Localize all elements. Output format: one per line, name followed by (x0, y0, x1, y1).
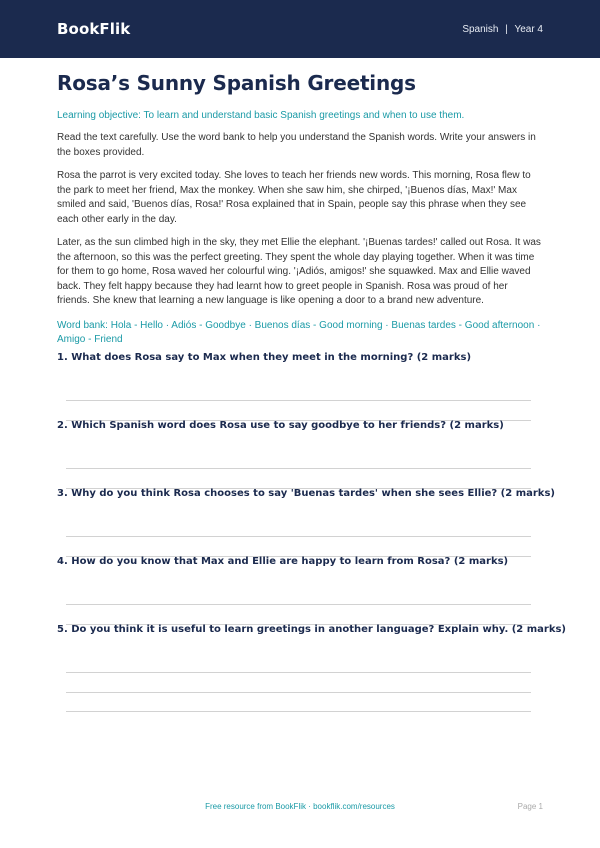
year-label: Year 4 (514, 23, 543, 35)
answer-line-q5-1[interactable] (66, 672, 531, 673)
learning-objective: Learning objective: To learn and understand basic Spanish greetings and when to use them. (57, 110, 465, 121)
brand-logo: BookFlik (57, 20, 131, 38)
page-title: Rosa’s Sunny Spanish Greetings (57, 71, 416, 95)
answer-line-q2-1[interactable] (66, 468, 531, 469)
question-1: 1. What does Rosa say to Max when they meet in the morning? (2 marks) (57, 352, 472, 363)
question-4: 4. How do you know that Max and Ellie are happy to learn from Rosa? (2 marks) (57, 556, 509, 567)
question-5: 5. Do you think it is useful to learn greetings in another language? Explain why. (2 marks) (57, 624, 567, 635)
word-bank: Word bank: Hola - Hello · Adiós - Goodbye · Buenos días - Good morning · Buenas tardes - Good afternoon · Amigo - Friend (57, 319, 541, 345)
page-number: Page 1 (517, 802, 543, 811)
worksheet-content (0, 68, 600, 348)
answer-line-q5-2[interactable] (66, 692, 531, 693)
instructions-text: Read the text carefully. Use the word bank to help you understand the Spanish words. Write your answers in the boxes provided. (57, 132, 536, 158)
subject-label: Spanish (462, 23, 499, 35)
story-paragraph-2: Later, as the sun climbed high in the sky, they met Ellie the elephant. '¡Buenas tardes!' called out Rosa. It was the afternoon, so this was the perfect greeting. They spent the whole day playing together. When it was time for them to go home, Rosa waved her colourful wing. '¡Adiós, amigos!' she squawked. Max and Ellie waved back. They felt happy because they had learnt how to greet people in Spanish. Rosa was proud of her friends. She knew that learning a new language is like opening a door to a brand new adventure. (57, 237, 541, 306)
answer-line-q3-1[interactable] (66, 536, 531, 537)
answer-line-q4-1[interactable] (66, 604, 531, 605)
answer-line-q5-3[interactable] (66, 711, 531, 712)
question-2: 2. Which Spanish word does Rosa use to say goodbye to her friends? (2 marks) (57, 420, 504, 431)
story-paragraph-1: Rosa the parrot is very excited today. She loves to teach her friends new words. This morning, Rosa flew to the park to meet her friend, Max the monkey. When she saw him, she chirped, '¡Buenos días, Max!' Max smiled and said, 'Buenos días, Rosa!' Rosa explained that in Spain, people say this phrase when they see each other early in the day. (57, 170, 531, 225)
page-header (0, 0, 600, 58)
question-3: 3. Why do you think Rosa chooses to say 'Buenas tardes' when she sees Ellie? (2 marks) (57, 488, 555, 499)
subject-year-label (462, 24, 543, 35)
footer-credit-link[interactable]: Free resource from BookFlik · bookflik.com/resources (205, 802, 395, 811)
meta-separator: | (505, 23, 508, 35)
answer-line-q1-1[interactable] (66, 400, 531, 401)
